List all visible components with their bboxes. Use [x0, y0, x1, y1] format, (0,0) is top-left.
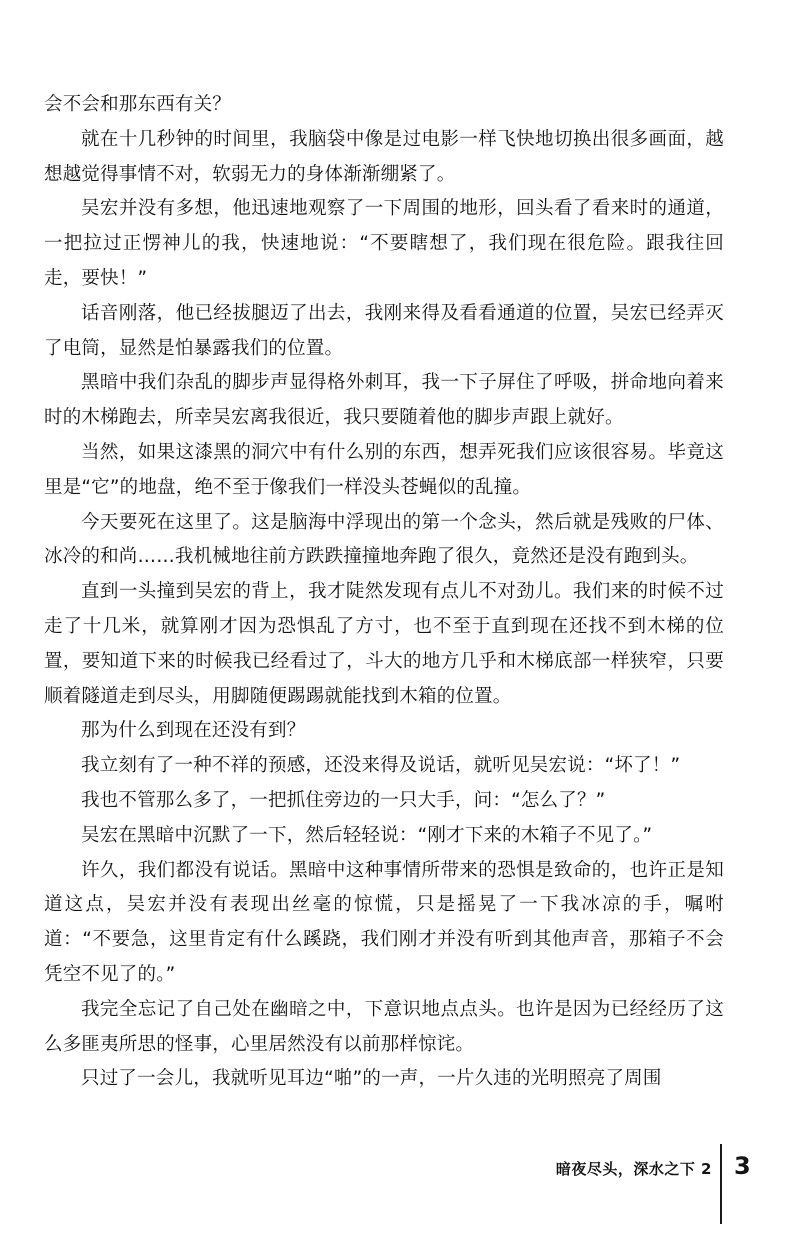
paragraph-9: 那为什么到现在还没有到？: [81, 720, 306, 742]
paragraph-14: 我完全忘记了自己处在幽暗之中，下意识地点点头。也许是因为已经经历了这么多匪夷所思的怪事，心里居然没有以前那样惊诧。: [44, 998, 724, 1055]
paragraph-1: 会不会和那东西有关？: [44, 94, 232, 115]
paragraph-13: 许久，我们都没有说话。黑暗中这种事情所带来的恐惧是致命的，也许正是知道这点，吴宏并没有表现出丝毫的惊慌，只是摇晃了一下我冰凉的手，嘱咐道：“不要急，这里肯定有什么蹊跷，我们刚才并没有听到其他声音，那箱子不会凭空不见了的。”: [44, 859, 724, 985]
paragraph-12: 吴宏在黑暗中沉默了一下，然后轻轻说：“刚才下来的木箱子不见了。”: [81, 824, 653, 846]
paragraph-6: 当然，如果这漆黑的洞穴中有什么别的东西，想弄死我们应该很容易。毕竟这里是“它”的地盘，绝不至于像我们一样没头苍蝇似的乱撞。: [44, 441, 724, 498]
footer-divider: [720, 1144, 722, 1224]
paragraph-7: 今天要死在这里了。这是脑海中浮现出的第一个念头，然后就是残败的尸体、冰冷的和尚……我机械地往前方跌跌撞撞地奔跑了很久，竟然还是没有跑到头。: [44, 511, 724, 568]
paragraph-10: 我立刻有了一种不祥的预感，还没来得及说话，就听见吴宏说：“坏了！”: [81, 755, 681, 777]
body-text: [44, 88, 724, 1097]
paragraph-5: 黑暗中我们杂乱的脚步声显得格外刺耳，我一下子屏住了呼吸，拼命地向着来时的木梯跑去，所幸吴宏离我很近，我只要随着他的脚步声跟上就好。: [44, 372, 724, 429]
paragraph-15: 只过了一会儿，我就听见耳边“啪”的一声，一片久违的光明照亮了周围: [81, 1068, 662, 1090]
paragraph-8: 直到一头撞到吴宏的背上，我才陡然发现有点儿不对劲儿。我们来的时候不过走了十几米，就算刚才因为恐惧乱了方寸，也不至于直到现在还找不到木梯的位置，要知道下来的时候我已经看过了，斗大的地方几乎和木梯底部一样狭窄，只要顺着隧道走到尽头，用脚随便踢踢就能找到木箱的位置。: [44, 581, 724, 707]
paragraph-11: 我也不管那么多了，一把抓住旁边的一只大手，问：“怎么了？”: [81, 789, 606, 811]
page-footer: [0, 1144, 800, 1224]
paragraph-3: 吴宏并没有多想，他迅速地观察了一下周围的地形，回头看了看来时的通道，一把拉过正愣神儿的我，快速地说：“不要瞎想了，我们现在很危险。跟我往回走，要快！”: [44, 198, 724, 289]
paragraph-2: 就在十几秒钟的时间里，我脑袋中像是过电影一样飞快地切换出很多画面，越想越觉得事情不对，软弱无力的身体渐渐绷紧了。: [44, 128, 724, 185]
running-title: 暗夜尽头，深水之下 2: [555, 1160, 712, 1178]
page-number: 3: [734, 1152, 751, 1180]
paragraph-4: 话音刚落，他已经拔腿迈了出去，我刚来得及看看通道的位置，吴宏已经弄灭了电筒，显然是怕暴露我们的位置。: [44, 302, 724, 359]
